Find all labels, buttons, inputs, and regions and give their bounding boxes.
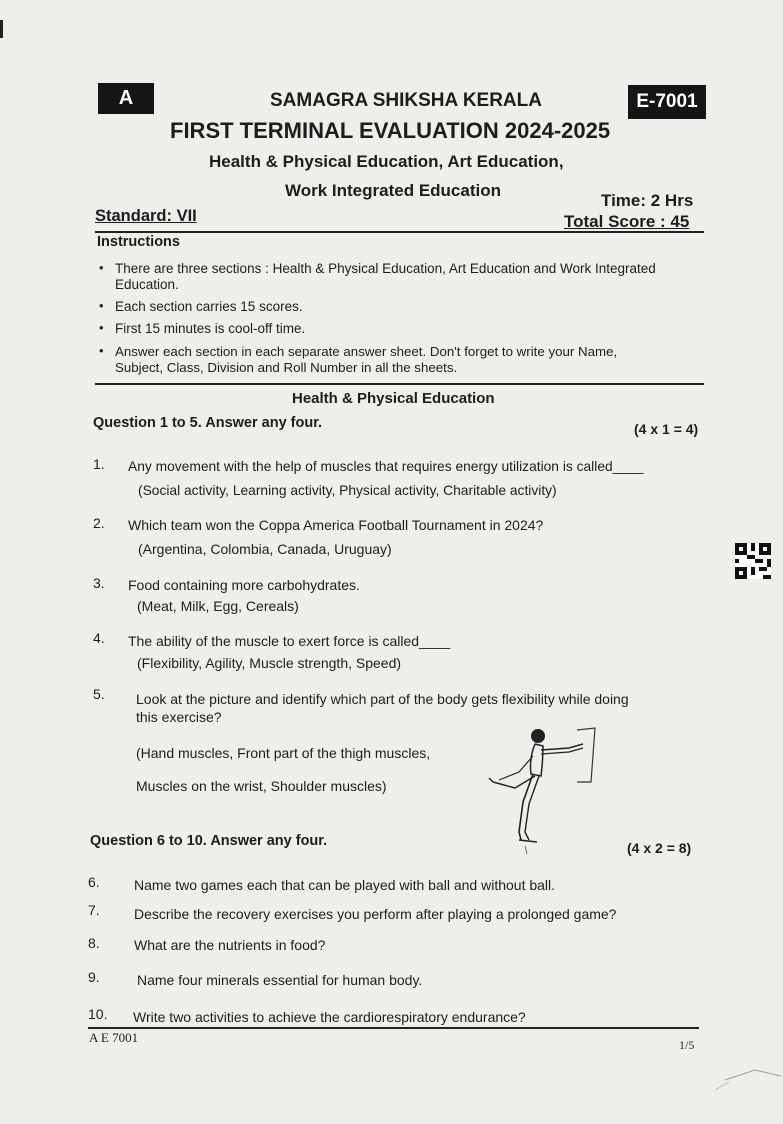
bullet: • (99, 320, 104, 335)
question-text: Look at the picture and identify which part of the body gets flexibility while doing (136, 691, 629, 707)
scan-edge-mark (0, 20, 3, 38)
question-text: What are the nutrients in food? (134, 937, 326, 953)
question-number: 4. (93, 630, 105, 646)
instruction-text: First 15 minutes is cool-off time. (115, 321, 306, 336)
question-text: Which team won the Coppa America Football Tournament in 2024? (128, 517, 544, 533)
instruction-item (115, 261, 656, 293)
group1-marks: (4 x 1 = 4) (634, 421, 699, 437)
question-text: Any movement with the help of muscles that requires energy utilization is called____ (128, 459, 644, 474)
question-number: 10. (88, 1006, 108, 1022)
question-text-cont: this exercise? (136, 709, 222, 725)
question-number: 3. (93, 575, 105, 591)
question-options: (Argentina, Colombia, Canada, Uruguay) (138, 541, 392, 557)
group2-marks: (4 x 2 = 8) (627, 840, 692, 856)
question-number: 6. (88, 874, 100, 890)
instruction-item (115, 344, 617, 376)
paper-code-badge: E-7001 (628, 85, 706, 119)
exam-title: FIRST TERMINAL EVALUATION 2024-2025 (170, 118, 611, 143)
question-number: 8. (88, 935, 100, 951)
instructions-divider (95, 383, 704, 385)
question-text: Describe the recovery exercises you perform after playing a prolonged game? (134, 906, 617, 922)
instruction-item (115, 321, 305, 337)
question-number: 9. (88, 969, 100, 985)
question-text: Name four minerals essential for human body. (137, 972, 423, 988)
question-text: The ability of the muscle to exert force is called____ (128, 633, 451, 649)
bullet: • (99, 298, 104, 313)
question-text: Name two games each that can be played with ball and without ball. (134, 877, 556, 893)
set-label-badge: A (98, 83, 154, 114)
question-options: (Hand muscles, Front part of the thigh muscles, (136, 745, 431, 761)
question-text: Food containing more carbohydrates. (128, 577, 360, 593)
bullet: • (99, 343, 104, 358)
question-number: 5. (93, 686, 105, 702)
group2-heading: Question 6 to 10. Answer any four. (90, 833, 328, 849)
instruction-text-cont: Subject, Class, Division and Roll Number in all the sheets. (115, 360, 458, 375)
question-number: 2. (93, 515, 105, 531)
page-corner-fold (715, 1062, 783, 1124)
group1-heading: Question 1 to 5. Answer any four. (93, 415, 323, 431)
instruction-text-cont: Education. (115, 277, 179, 292)
instructions-heading: Instructions (97, 234, 180, 250)
footer-code: A E 7001 (89, 1030, 139, 1045)
bullet: • (99, 260, 104, 275)
question-options: (Social activity, Learning activity, Physical activity, Charitable activity) (138, 483, 557, 498)
footer-divider (88, 1027, 699, 1029)
section-title: Health & Physical Education (292, 390, 495, 407)
question-options: (Meat, Milk, Egg, Cereals) (137, 598, 299, 614)
question-number: 7. (88, 902, 100, 918)
instruction-text: There are three sections : Health & Physical Education, Art Education and Work Integrated (115, 261, 656, 276)
instruction-item (115, 299, 303, 315)
exam-time: Time: 2 Hrs (601, 191, 694, 210)
question-text: Write two activities to achieve the cardiorespiratory endurance? (133, 1009, 526, 1025)
instruction-text: Each section carries 15 scores. (115, 299, 303, 314)
subject-line-1: Health & Physical Education, Art Education, (209, 152, 564, 171)
question-options-cont: Muscles on the wrist, Shoulder muscles) (136, 778, 387, 794)
header-divider (95, 231, 704, 233)
organization-name: SAMAGRA SHIKSHA KERALA (270, 90, 542, 111)
total-score: Total Score : 45 (564, 212, 690, 231)
instruction-text: Answer each section in each separate answer sheet. Don't forget to write your Name, (115, 344, 618, 359)
question-number: 1. (93, 456, 105, 472)
question-options: (Flexibility, Agility, Muscle strength, Speed) (137, 655, 402, 671)
page-number: 1/5 (679, 1038, 695, 1052)
standard-label: Standard: VII (95, 207, 197, 225)
stretching-exercise-illustration (485, 722, 600, 862)
qr-code-icon (735, 543, 771, 579)
subject-line-2: Work Integrated Education (285, 181, 501, 200)
